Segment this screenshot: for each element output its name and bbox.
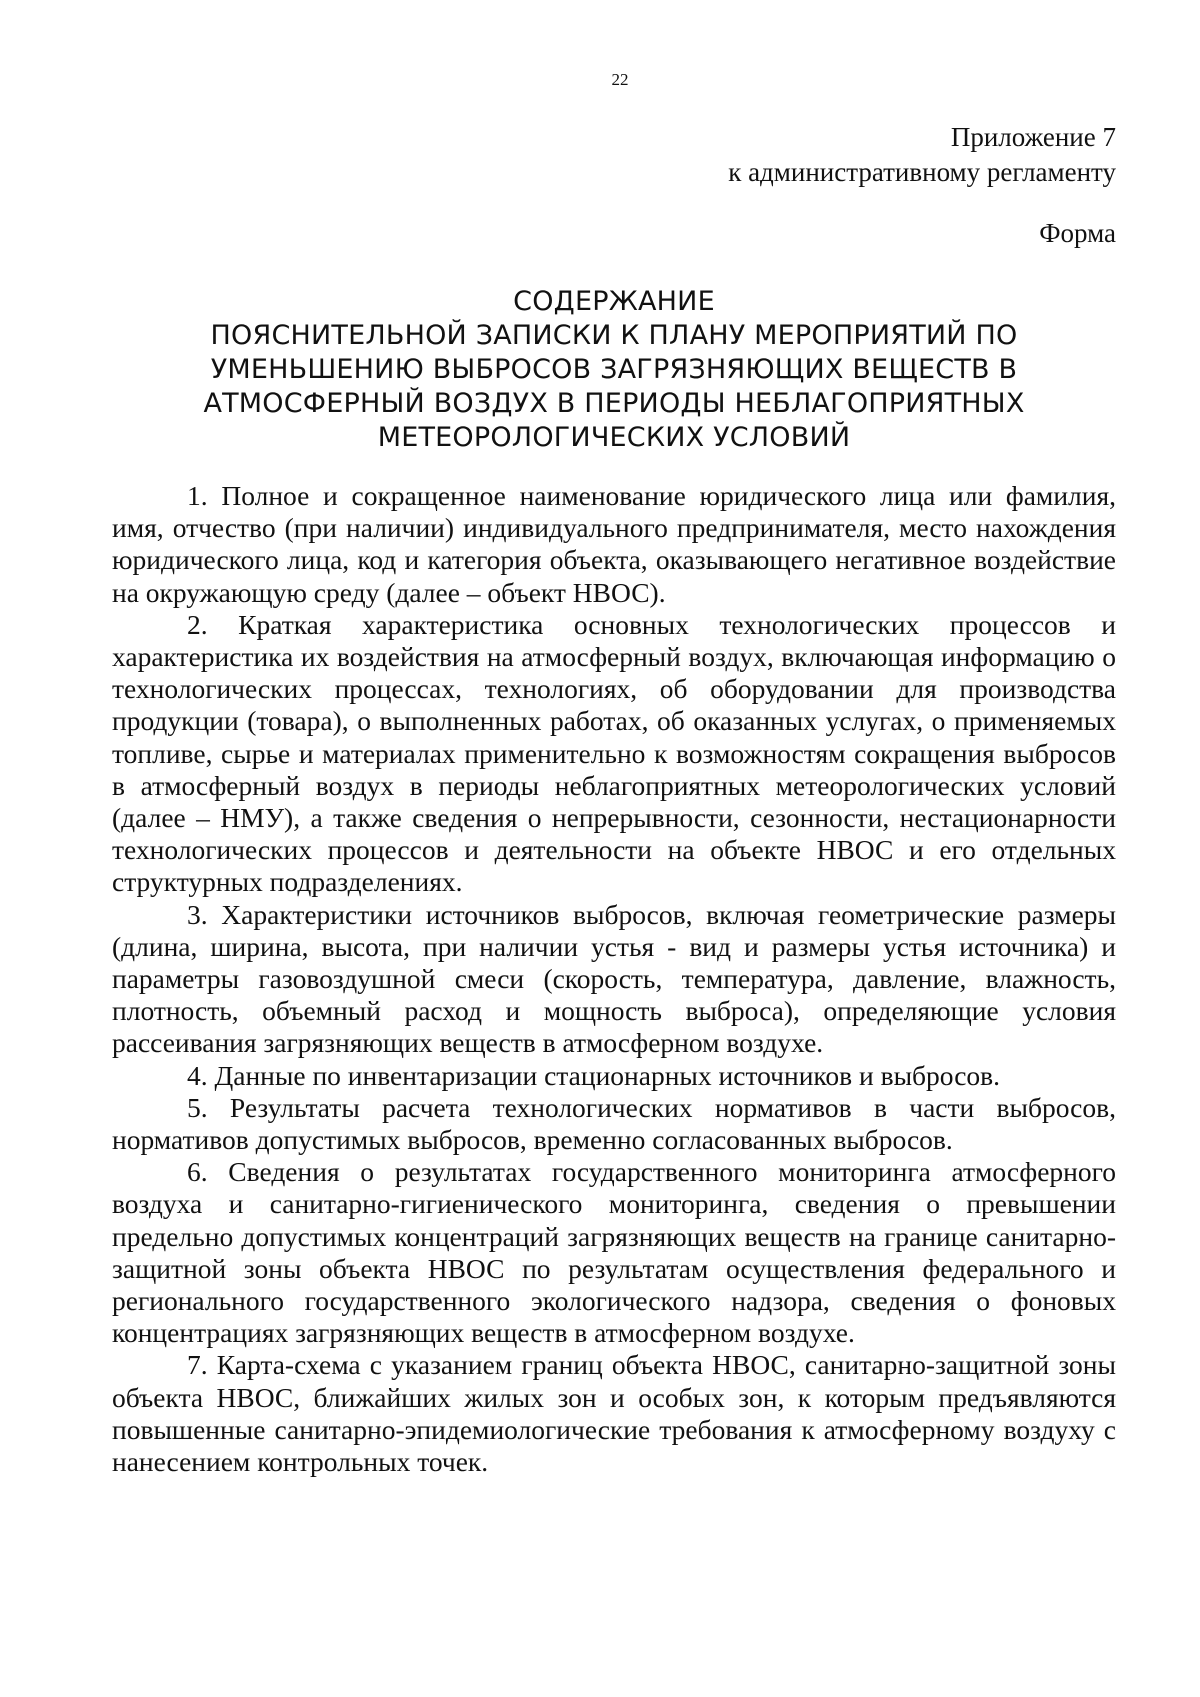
item-2: 2. Краткая характеристика основных технологических процессов и характеристика их воздействия на атмосферный воздух, включающая информацию о технологических процессах, технологиях, об оборудовании для производства продукции (товара), о выполненных работах, об оказанных услугах, о применяемых топливе, сырье и материалах применительно к возможностям сокращения выбросов в атмосферный воздух в периоды неблагоприятных метеорологических условий (далее – НМУ), а также сведения о непрерывности, сезонности, нестационарности технологических процессов и деятельности на объекте НВОС и его отдельных структурных подразделениях. <box>112 608 1116 898</box>
item-3: 3. Характеристики источников выбросов, включая геометрические размеры (длина, ширина, высота, при наличии устья - вид и размеры устья источника) и параметры газовоздушной смеси (скорость, температура, давление, влажность, плотность, объемный расход и мощность выброса), определяющие условия рассеивания загрязняющих веществ в атмосферном воздухе. <box>112 898 1116 1059</box>
item-1: 1. Полное и сокращенное наименование юридического лица или фамилия, имя, отчество (при наличии) индивидуального предпринимателя, место нахождения юридического лица, код и категория объекта, оказывающего негативное воздействие на окружающую среду (далее – объект НВОС). <box>112 480 1116 608</box>
page-number: 22 <box>611 70 629 89</box>
item-7: 7. Карта-схема с указанием границ объекта НВОС, санитарно-защитной зоны объекта НВОС, ближайших жилых зон и особых зон, к которым предъявляются повышенные санитарно-эпидемиологические требования к атмосферному воздуху с нанесением контрольных точек. <box>112 1349 1116 1478</box>
title-line: СОДЕРЖАНИЕ <box>513 286 715 317</box>
item-6: 6. Сведения о результатах государственного мониторинга атмосферного воздуха и санитарно-гигиенического мониторинга, сведения о превышении предельно допустимых концентраций загрязняющих веществ на границе санитарно-защитной зоны объекта НВОС по результатам осуществления федерального и регионального государственного экологического надзора, сведения о фоновых концентрациях загрязняющих веществ в атмосферном воздухе. <box>112 1156 1116 1349</box>
document-title <box>112 285 1116 455</box>
appendix-number: Приложение 7 <box>950 122 1116 152</box>
title-line: УМЕНЬШЕНИЮ ВЫБРОСОВ ЗАГРЯЗНЯЮЩИХ ВЕЩЕСТВ В <box>210 354 1018 385</box>
item-5: 5. Результаты расчета технологических нормативов в части выбросов, нормативов допустимых выбросов, временно согласованных выбросов. <box>112 1091 1116 1156</box>
document-body <box>112 480 1116 1478</box>
appendix-regulation: к административному регламенту <box>728 157 1116 187</box>
form-label: Форма <box>1039 218 1116 248</box>
item-4: 4. Данные по инвентаризации стационарных источников и выбросов. <box>187 1059 1001 1091</box>
title-line: ПОЯСНИТЕЛЬНОЙ ЗАПИСКИ К ПЛАНУ МЕРОПРИЯТИЙ ПО <box>210 320 1018 351</box>
title-line: АТМОСФЕРНЫЙ ВОЗДУХ В ПЕРИОДЫ НЕБЛАГОПРИЯТНЫХ <box>203 388 1025 419</box>
appendix-reference <box>728 120 1116 190</box>
title-line: МЕТЕОРОЛОГИЧЕСКИХ УСЛОВИЙ <box>377 422 851 453</box>
